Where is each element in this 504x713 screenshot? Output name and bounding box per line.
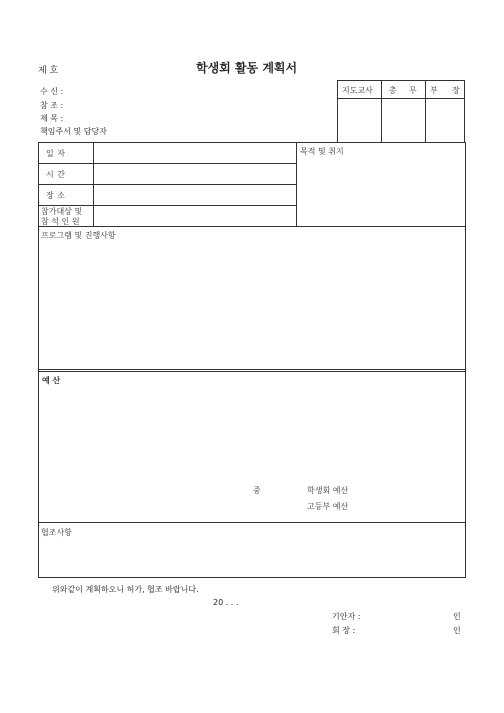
drafter-label: 기안자 : bbox=[332, 612, 361, 621]
president-label: 회 장 : bbox=[332, 626, 356, 635]
page-title: 학생회 활동 계획서 bbox=[196, 61, 298, 75]
approval-header-advisor: 지도교사 bbox=[342, 86, 373, 95]
approval-header-char-4: 장 bbox=[452, 86, 460, 95]
place-label: 장 소 bbox=[46, 191, 66, 200]
budget-middle-label: 중 bbox=[253, 486, 261, 495]
approval-header-char-2: 무 bbox=[409, 86, 417, 95]
approval-header-char-1: 총 bbox=[389, 86, 397, 95]
student-budget-label: 학생회 예산 bbox=[307, 486, 349, 495]
responsible-field: 책임주서 및 담당자 bbox=[40, 127, 107, 136]
document-number-label: 제 호 bbox=[38, 66, 59, 76]
reference-field: 참 조 : bbox=[40, 101, 64, 110]
approval-header-char-3: 부 bbox=[430, 86, 438, 95]
time-label: 시 간 bbox=[46, 170, 66, 179]
program-label: 프로그램 및 진행사항 bbox=[41, 231, 116, 240]
footer-statement: 위와같이 계획하오니 허가, 협조 바랍니다. bbox=[52, 585, 199, 594]
recipient-field: 수 신 : bbox=[40, 87, 64, 96]
upper-budget-label: 고등부 예산 bbox=[307, 502, 349, 511]
budget-label: 예 산 bbox=[42, 376, 61, 385]
drafter-seal: 인 bbox=[453, 612, 461, 621]
president-seal: 인 bbox=[453, 626, 461, 635]
subject-field: 제 목 : bbox=[40, 114, 64, 123]
date-label: 일 자 bbox=[46, 149, 66, 158]
purpose-label: 목적 및 취지 bbox=[300, 147, 344, 156]
cooperation-label: 협조사항 bbox=[41, 528, 72, 537]
participants-label-line-1: 참가대상 및 bbox=[41, 207, 83, 216]
participants-label-line-2: 참 석 인 원 bbox=[41, 217, 80, 226]
footer-date-line: 20 . . . bbox=[213, 598, 239, 607]
